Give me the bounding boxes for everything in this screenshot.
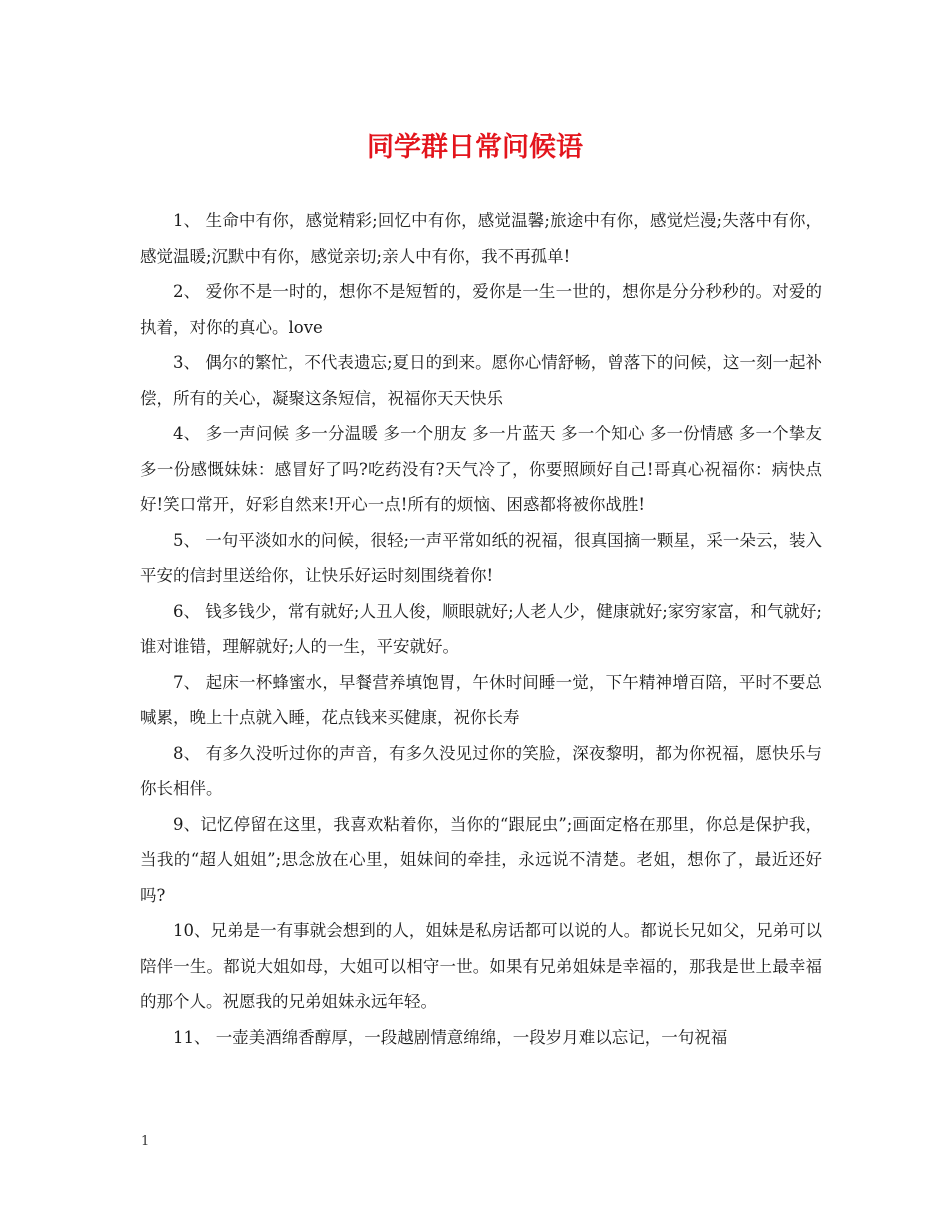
paragraph-6: 6、 钱多钱少，常有就好;人丑人俊，顺眼就好;人老人少，健康就好;家穷家富，和气就好;谁对谁错，理解就好;人的一生，平安就好。 <box>140 601 822 656</box>
document-title: 同学群日常问候语 <box>367 132 583 163</box>
paragraph-8: 8、 有多久没听过你的声音，有多久没见过你的笑脸，深夜黎明，都为你祝福，愿快乐与你长相伴。 <box>140 743 822 798</box>
paragraph-3: 3、 偶尔的繁忙，不代表遗忘;夏日的到来。愿你心情舒畅，曾落下的问候，这一刻一起补偿，所有的关心，凝聚这条短信，祝福你天天快乐 <box>140 353 822 408</box>
paragraph-10: 10、兄弟是一有事就会想到的人，姐妹是私房话都可以说的人。都说长兄如父，兄弟可以陪伴一生。都说大姐如母，大姐可以相守一世。如果有兄弟姐妹是幸福的，那我是世上最幸福的那个人。祝愿我的兄弟姐妹永远年轻。 <box>140 921 822 1011</box>
document-body <box>140 203 822 1055</box>
page-number: 1 <box>141 1134 150 1149</box>
paragraph-5: 5、 一句平淡如水的问候，很轻;一声平常如纸的祝福，很真国摘一颗星，采一朵云，装入平安的信封里送给你，让快乐好运时刻围绕着你! <box>140 530 822 585</box>
paragraph-1: 1、 生命中有你，感觉精彩;回忆中有你，感觉温馨;旅途中有你，感觉烂漫;失落中有你，感觉温暖;沉默中有你，感觉亲切;亲人中有你，我不再孤单! <box>140 211 822 266</box>
paragraph-7: 7、 起床一杯蜂蜜水，早餐营养填饱胃，午休时间睡一觉，下午精神增百陪，平时不要总喊累，晚上十点就入睡，花点钱来买健康，祝你长寿 <box>140 672 822 727</box>
paragraph-9: 9、记忆停留在这里，我喜欢粘着你，当你的“跟屁虫”;画面定格在那里，你总是保护我，当我的“超人姐姐”;思念放在心里，姐妹间的牵挂，永远说不清楚。老姐，想你了，最近还好吗? <box>140 814 822 905</box>
paragraph-4: 4、 多一声问候 多一分温暖 多一个朋友 多一片蓝天 多一个知心 多一份情感 多一个挚友 多一份感慨妹妹：感冒好了吗?吃药没有?天气冷了，你要照顾好自己!哥真心祝福你：病快点好!笑口常开，好彩自然来!开心一点!所有的烦恼、困惑都将被你战胜! <box>140 424 822 514</box>
paragraph-2: 2、 爱你不是一时的，想你不是短暂的，爱你是一生一世的，想你是分分秒秒的。对爱的执着，对你的真心。love <box>140 282 822 337</box>
paragraph-11: 11、 一壶美酒绵香醇厚，一段越剧情意绵绵，一段岁月难以忘记，一句祝福 <box>173 1027 728 1047</box>
